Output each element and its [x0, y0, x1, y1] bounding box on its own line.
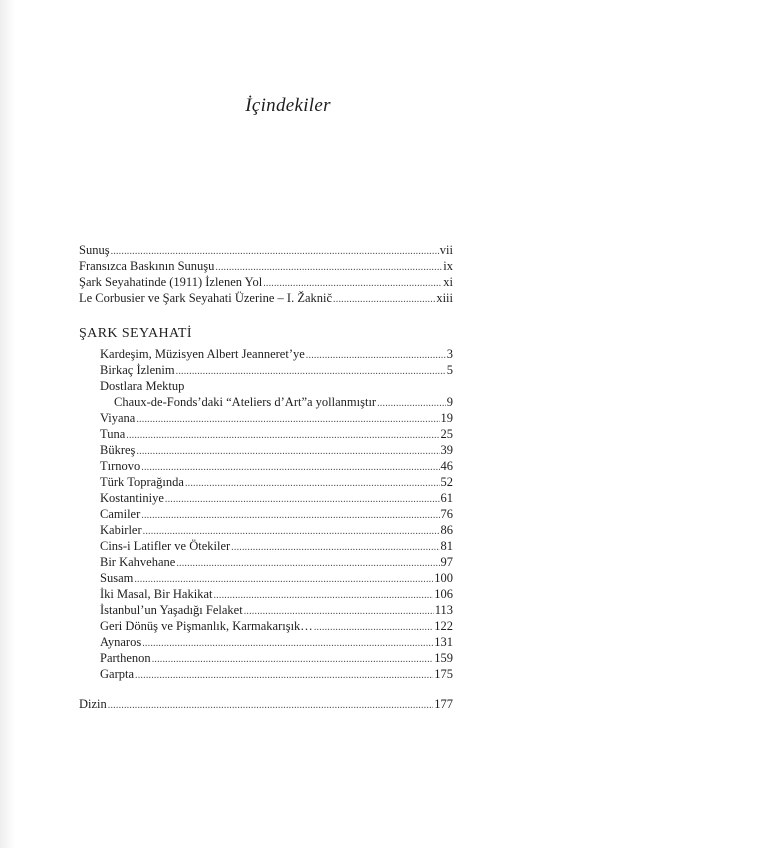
toc-entry-label: Birkaç İzlenim	[100, 363, 175, 377]
toc-entry-page: xi	[443, 275, 453, 289]
toc-entry-page: 100	[434, 571, 453, 585]
toc-entry-chapter[interactable]	[100, 618, 453, 634]
toc-entry-chapter[interactable]	[100, 442, 453, 458]
toc-entry-page: vii	[439, 243, 453, 257]
toc-entry-page: 76	[440, 507, 453, 521]
toc-entry-chapter[interactable]	[100, 650, 453, 666]
toc-entry-label: Sunuş	[79, 243, 110, 257]
toc-entry-dizin[interactable]	[79, 696, 453, 712]
toc-entry-page: 81	[440, 539, 453, 553]
toc-entry-label: Garpta	[100, 667, 135, 681]
toc-entry-label: Kardeşim, Müzisyen Albert Jeanneret’ye	[100, 347, 305, 361]
toc-entry-chapter[interactable]	[100, 410, 453, 426]
toc-entry-chapter[interactable]	[100, 586, 453, 602]
toc-entry-chapter-subtitle[interactable]	[114, 394, 453, 410]
toc-entry-label: Le Corbusier ve Şark Seyahati Üzerine – I. Žaknič	[79, 291, 333, 305]
toc-entry-chapter[interactable]	[100, 426, 453, 442]
toc-entry-label: Geri Dönüş ve Pişmanlık, Karmakarışık…	[100, 619, 313, 633]
leader-dots	[333, 292, 435, 308]
toc-entry-label: Chaux-de-Fonds’daki “Ateliers d’Art”a yollanmıştır	[114, 395, 377, 409]
toc-entry-chapter[interactable]	[100, 554, 453, 570]
toc-entry-label: Dizin	[79, 697, 107, 711]
toc-entry-page: 97	[440, 555, 453, 569]
toc-entry-chapter-title-only[interactable]: Dostlara Mektup	[100, 379, 185, 393]
toc-entry-label: Aynaros	[100, 635, 142, 649]
toc-entry-chapter[interactable]	[100, 538, 453, 554]
toc-entry-label: Kabirler	[100, 523, 142, 537]
page-title: İçindekiler	[245, 95, 331, 116]
section-heading: ŞARK SEYAHATİ	[79, 326, 192, 341]
toc-entry-label: Bükreş	[100, 443, 136, 457]
toc-entry-chapter[interactable]	[100, 490, 453, 506]
toc-entry-page: 175	[434, 667, 453, 681]
toc-entry-label: Kostantiniye	[100, 491, 164, 505]
toc-entry-page: 25	[440, 427, 453, 441]
toc-entry-page: 39	[440, 443, 453, 457]
toc-entry-page: 177	[434, 697, 453, 711]
toc-entry-fransizca-baskinin-sunusu[interactable]	[79, 258, 453, 274]
toc-entry-chapter[interactable]	[100, 474, 453, 490]
toc-entry-label: Bir Kahvehane	[100, 555, 176, 569]
toc-entry-chapter[interactable]	[100, 346, 453, 362]
toc-entry-page: 106	[434, 587, 453, 601]
toc-entry-sunus[interactable]	[79, 242, 453, 258]
toc-entry-page: 5	[446, 363, 453, 377]
toc-entry-chapter[interactable]	[100, 506, 453, 522]
toc-entry-chapter[interactable]	[100, 602, 453, 618]
toc-entry-zaknic[interactable]	[79, 290, 453, 306]
toc-entry-chapter[interactable]	[100, 522, 453, 538]
toc-entry-page: 122	[434, 619, 453, 633]
toc-entry-page: 113	[434, 603, 453, 617]
page-edge-shadow	[0, 0, 16, 848]
toc-entry-page: xiii	[436, 291, 453, 305]
leader-dots	[108, 698, 433, 714]
toc-entry-page: 9	[446, 395, 453, 409]
leader-dots	[176, 364, 446, 380]
toc-entry-chapter[interactable]	[100, 666, 453, 682]
toc-entry-label: İstanbul’un Yaşadığı Felaket	[100, 603, 243, 617]
toc-entry-label: Şark Seyahatinde (1911) İzlenen Yol	[79, 275, 263, 289]
toc-entry-label: Susam	[100, 571, 134, 585]
toc-entry-page: 19	[440, 411, 453, 425]
toc-entry-page: 159	[434, 651, 453, 665]
toc-entry-label: Camiler	[100, 507, 141, 521]
toc-entry-label: Tuna	[100, 427, 126, 441]
toc-entry-label: Viyana	[100, 411, 136, 425]
toc-entry-page: 86	[440, 523, 453, 537]
toc-entry-page: 61	[440, 491, 453, 505]
toc-entry-label: Türk Toprağında	[100, 475, 184, 489]
toc-entry-label: Tırnovo	[100, 459, 141, 473]
toc-entry-label: Fransızca Baskının Sunuşu	[79, 259, 215, 273]
toc-entry-izlenen-yol[interactable]	[79, 274, 453, 290]
toc-entry-page: 131	[434, 635, 453, 649]
toc-entry-label: Parthenon	[100, 651, 151, 665]
leader-dots	[135, 668, 433, 684]
toc-entry-chapter[interactable]	[100, 362, 453, 378]
toc-entry-chapter[interactable]	[100, 458, 453, 474]
toc-entry-page: ix	[443, 259, 453, 273]
toc-entry-page: 46	[440, 459, 453, 473]
toc-entry-chapter[interactable]	[100, 634, 453, 650]
toc-entry-label: Cins-i Latifler ve Ötekiler	[100, 539, 231, 553]
toc-entry-page: 52	[440, 475, 453, 489]
toc-entry-page: 3	[446, 347, 453, 361]
toc-entry-chapter[interactable]	[100, 570, 453, 586]
toc-entry-label: İki Masal, Bir Hakikat	[100, 587, 213, 601]
